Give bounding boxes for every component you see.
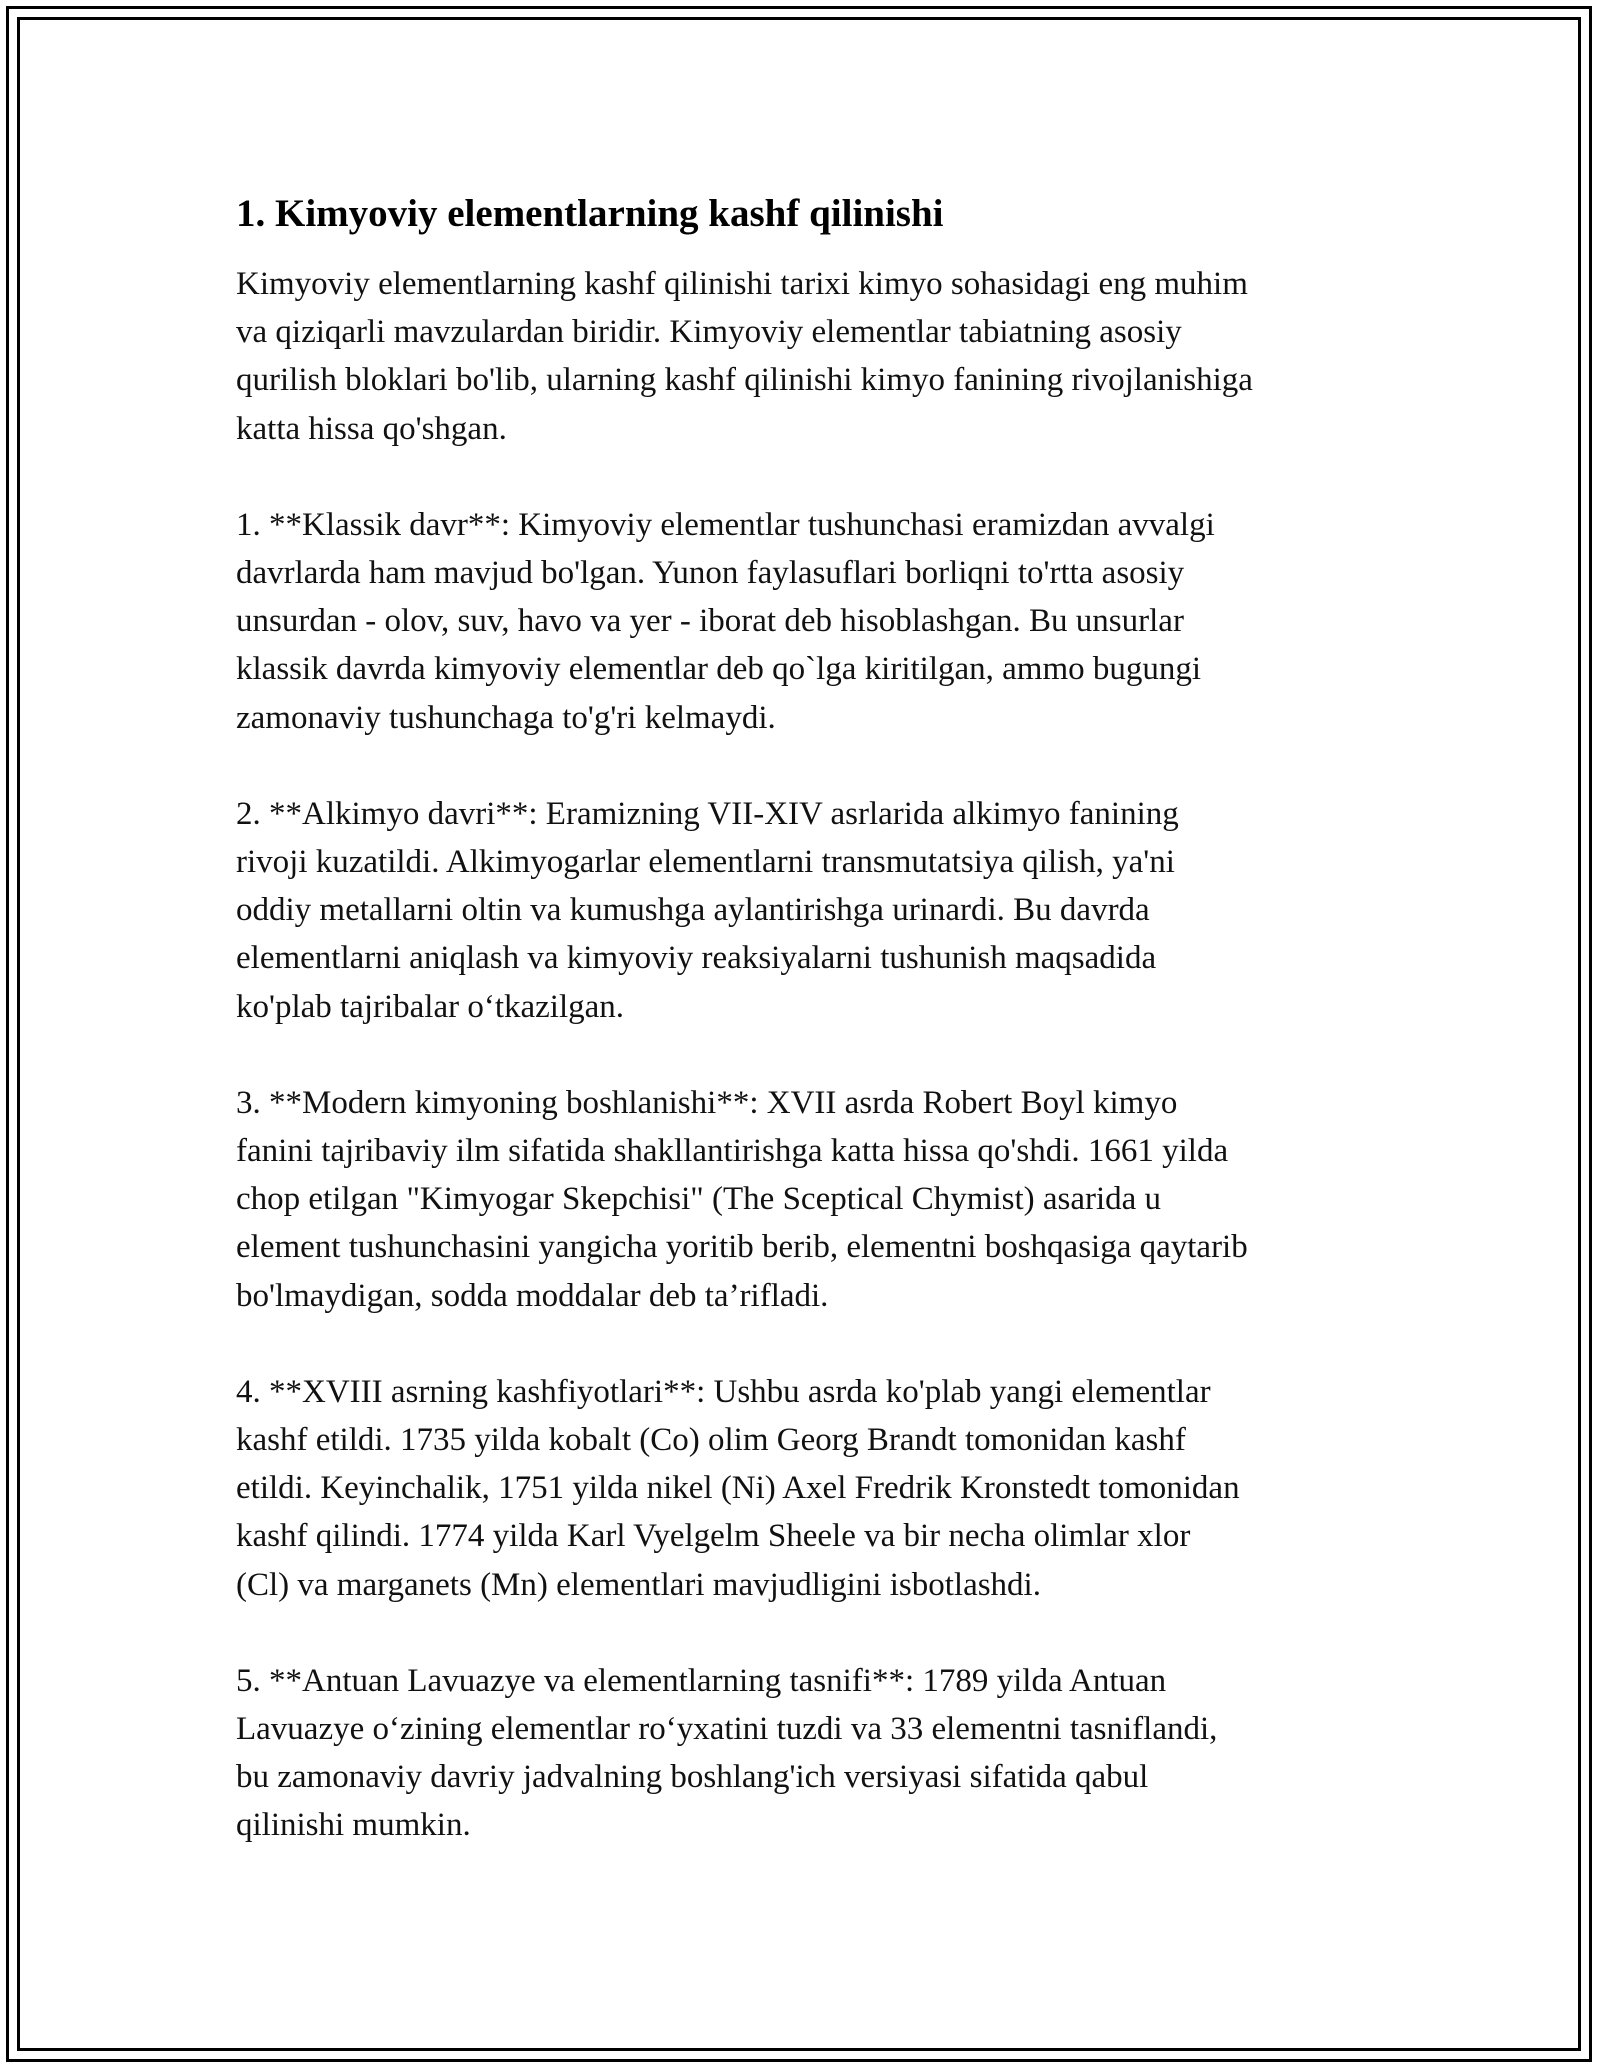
- intro-paragraph: Kimyoviy elementlarning kashf qilinishi tarixi kimyo sohasidagi eng muhim va qiziqarli mavzulardan biridir. Kimyoviy elementlar tabiatning asosiy qurilish bloklari bo'lib, ularning kashf qilinishi kimyo fanining rivojlanishiga katta hissa qo'shgan.: [236, 266, 1253, 447]
- document-body: [236, 186, 1381, 1850]
- section-paragraph-lavoisier: 5. **Antuan Lavuazye va elementlarning tasnifi**: 1789 yilda Antuan Lavuazye o‘zining elementlar ro‘yxatini tuzdi va 33 elementni tasniflandi, bu zamonaviy davriy jadvalning boshlang'ich versiyasi sifatida qabul qilinishi mumkin.: [236, 1662, 1218, 1844]
- section-paragraph-alchemy-era: 2. **Alkimyo davri**: Eramizning VII-XIV asrlarida alkimyo fanining rivoji kuzatildi. Alkimyogarlar elementlarni transmutatsiya qilish, ya'ni oddiy metallarni oltin va kumushga aylantirishga urinardi. Bu davrda elementlarni aniqlash va kimyoviy reaksiyalarni tushunish maqsadida ko'plab tajribalar o‘tkazilgan.: [236, 795, 1179, 1025]
- section-paragraph-18th-century: 4. **XVIII asrning kashfiyotlari**: Ushbu asrda ko'plab yangi elementlar kashf etildi. 1735 yilda kobalt (Co) olim Georg Brandt tomonidan kashf etildi. Keyinchalik, 1751 yilda nikel (Ni) Axel Fredrik Kronstedt tomonidan kashf qilindi. 1774 yilda Karl Vyelgelm Sheele va bir necha olimlar xlor (Cl) va marganets (Mn) elementlari mavjudligini isbotlashdi.: [236, 1373, 1240, 1603]
- document-title: 1. Kimyoviy elementlarning kashf qilinishi: [236, 192, 944, 235]
- section-paragraph-modern-chemistry: 3. **Modern kimyoning boshlanishi**: XVII asrda Robert Boyl kimyo fanini tajribaviy ilm sifatida shakllantirishga katta hissa qo'shdi. 1661 yilda chop etilgan "Kimyogar Skepchisi" (The Sceptical Chymist) asarida u element tushunchasini yangicha yoritib berib, elementni boshqasiga qaytarib bo'lmaydigan, sodda moddalar deb ta’rifladi.: [236, 1084, 1248, 1314]
- section-paragraph-classic-era: 1. **Klassik davr**: Kimyoviy elementlar tushunchasi eramizdan avvalgi davrlarda ham mavjud bo'lgan. Yunon faylasuflari borliqni to'rtta asosiy unsurdan - olov, suv, havo va yer - iborat deb hisoblashgan. Bu unsurlar klassik davrda kimyoviy elementlar deb qo`lga kiritilgan, ammo bugungi zamonaviy tushunchaga to'g'ri kelmaydi.: [236, 506, 1215, 736]
